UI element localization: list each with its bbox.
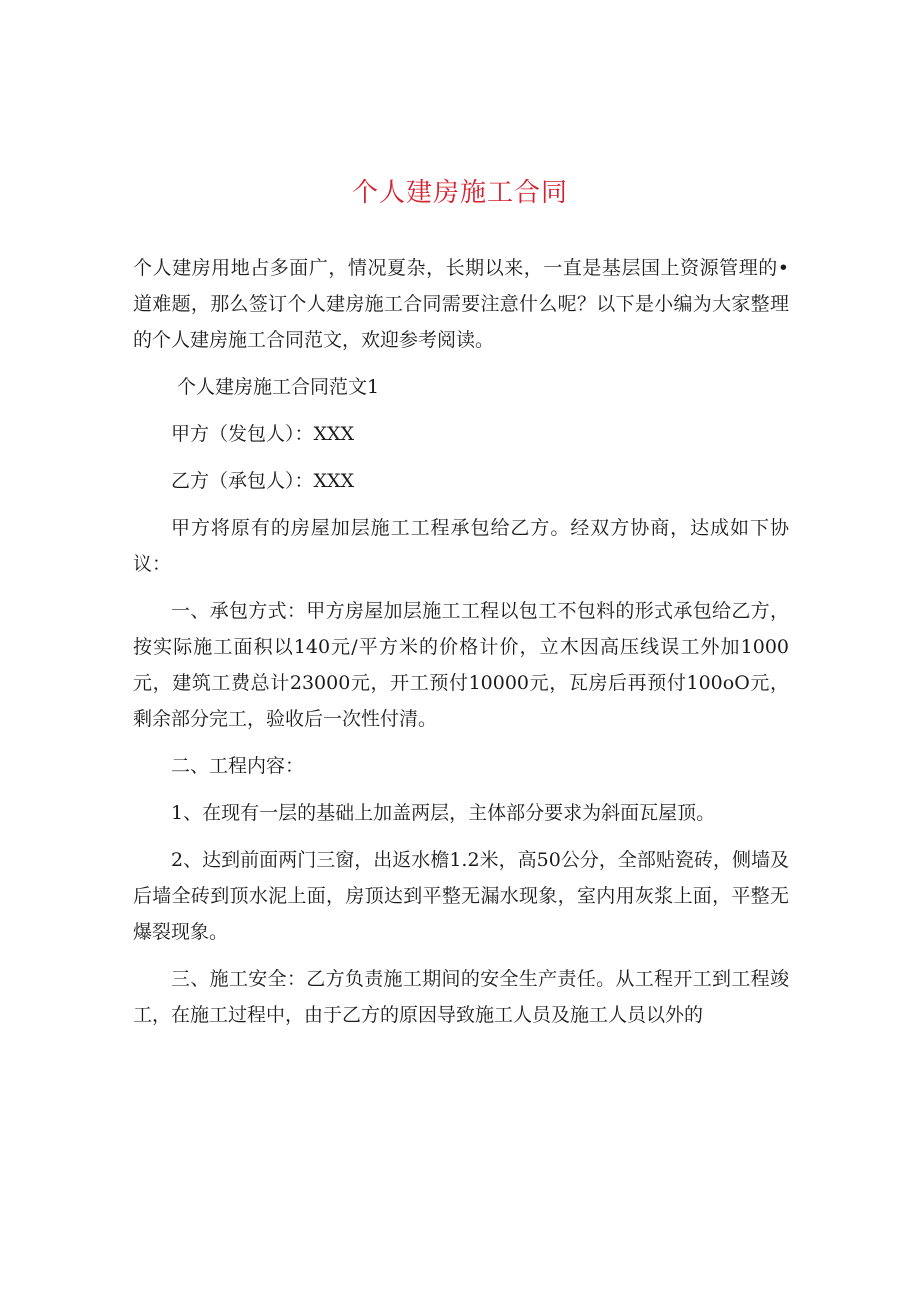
section-heading: 个人建房施工合同范文1 bbox=[177, 376, 380, 398]
work-item-1: 1、在现有一层的基础上加盖两层，主体部分要求为斜面瓦屋顶。 bbox=[171, 802, 716, 824]
agreement-intro: 甲方将原有的房屋加层施工工程承包给乙方。经双方协商，达成如下协议： bbox=[133, 517, 789, 575]
clause-safety: 三、施工安全：乙方负责施工期间的安全生产责任。从工程开工到工程竣工，在施工过程中，由于乙方的原因导致施工人员及施工人员以外的 bbox=[133, 968, 789, 1026]
document-title: 个人建房施工合同 bbox=[351, 178, 568, 208]
intro-paragraph: 个人建房用地占多面广，情况夏杂，长期以来，一直是基层国上资源管理的•道难题，那么签订个人建房施工合同需要注意什么呢？以下是小编为大家整理的个人建房施工合同范文，欢迎参考阅读。 bbox=[133, 257, 789, 351]
work-item-2: 2、达到前面两门三窗，出返水檐1.2米，高50公分，全部贴瓷砖，侧墙及后墙全砖到顶水泥上面，房顶达到平整无漏水现象，室内用灰浆上面，平整无爆裂现象。 bbox=[133, 849, 789, 943]
document-body bbox=[133, 250, 789, 1044]
party-b: 乙方（承包人）：XXX bbox=[171, 470, 355, 492]
party-a: 甲方（发包人）：XXX bbox=[171, 423, 355, 445]
clause-contract-method: 一、承包方式：甲方房屋加层施工工程以包工不包料的形式承包给乙方，按实际施工面积以140元/平方米的价格计价，立木因高压线误工外加1000元，建筑工费总计23000元，开工预付10000元，瓦房后再预付100oO元，剩余部分完工，验收后一次性付清。 bbox=[133, 600, 789, 730]
clause-work-content-heading: 二、工程内容： bbox=[171, 755, 305, 777]
